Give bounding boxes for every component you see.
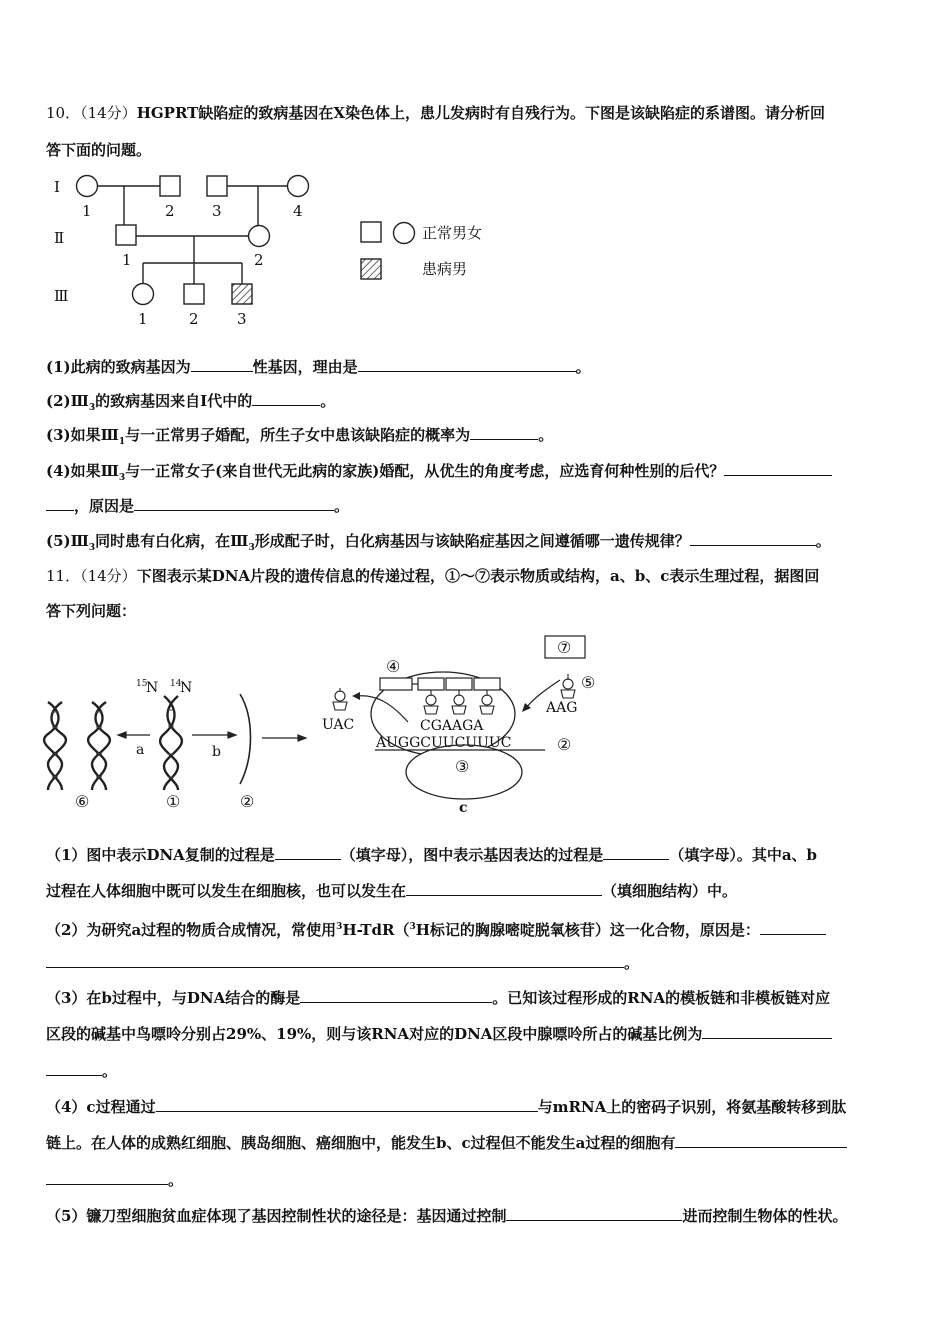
label-a: a (136, 742, 145, 758)
gen2-individual1-male (116, 225, 136, 245)
q10-part3: (3)如果$Ⅲ_1$与一正常男子婚配，所生子女中患该缺陷症的概率为 。 (46, 426, 554, 447)
q10-part4-line2: ，原因是 。 (46, 496, 349, 516)
q11-part2-line1: （2）为研究a过程的物质合成情况，常使用$^3$H-TdR（$^3$H标记的胸腺嘧啶脱氧核苷）这一化合物，原因是： (46, 917, 826, 940)
q11-part1-line1: （1）图中表示DNA复制的过程是 （填字母），图中表示基因表达的过程是 （填字母）。其中a、b (46, 846, 818, 864)
q10-part4-line1: (4)如果$Ⅲ_3$与一正常女子(来自世代无此病的家族)婚配，从优生的角度考虑，应选育何种性别的后代？ (46, 461, 832, 488)
q11-part4-blank1[interactable] (156, 1098, 538, 1112)
q11-part4-line3: 。 (46, 1170, 183, 1190)
gen3-label-3: 3 (237, 310, 247, 328)
label-15n-sup: 15 (136, 679, 148, 689)
q11-part2-blank-cont[interactable] (46, 954, 624, 968)
label-circle-7: ⑦ (557, 638, 572, 657)
legend-affected-male-symbol (361, 259, 381, 279)
label-b: b (212, 744, 221, 760)
label-circle-2-left: ② (240, 792, 255, 811)
gen1-individual1-female (77, 176, 98, 197)
q10-number: 10．（14分） (46, 104, 137, 122)
gen1-roman-label: Ⅰ (54, 178, 60, 196)
gen3-individual3-affected-male (232, 284, 252, 304)
q10-stem-text2: 答下面的问题。 (46, 141, 152, 159)
gen1-label-3: 3 (212, 202, 222, 220)
label-aag: AAG (546, 700, 578, 716)
q11-part1-line2: 过程在人体细胞中既可以发生在细胞核，也可以发生在 （填细胞结构）中。 (46, 882, 738, 900)
label-14n: N (180, 680, 193, 696)
q10-part4-blank1-cont[interactable] (46, 497, 74, 511)
gen3-label-2: 2 (189, 310, 199, 328)
gen1-individual2-male (160, 176, 180, 196)
label-circle-5: ⑤ (581, 673, 596, 692)
q11-part4-line1: （4）c过程通过 与mRNA上的密码子识别，将氨基酸转移到肽 (46, 1098, 847, 1116)
q10-part5: $(5)Ⅲ_3$同时患有白化病，在$Ⅲ_3$形成配子时，白化病基因与该缺陷症基因之间遵循哪一遗传规律？ 。 (46, 532, 831, 553)
q11-part2-line2: 。 (46, 953, 639, 973)
q11-stem-line2: 答下列问题： (46, 602, 137, 620)
gen1-label-4: 4 (293, 202, 303, 220)
q11-part4-blank2-cont[interactable] (46, 1171, 168, 1185)
gen3-roman-label: Ⅲ (54, 287, 69, 305)
q11-part1-blank1[interactable] (275, 846, 341, 860)
dna-transfer-diagram (40, 632, 620, 822)
legend-male-symbol (361, 222, 381, 242)
q11-part1-blank3[interactable] (406, 882, 602, 896)
legend-female-symbol (394, 223, 415, 244)
q11-part1-blank2[interactable] (603, 846, 669, 860)
q11-part5-blank[interactable] (506, 1207, 682, 1221)
legend-affected-label: 患病男 (422, 260, 468, 278)
q11-part3-blank2[interactable] (702, 1025, 832, 1039)
q10-part5-blank[interactable] (690, 532, 816, 546)
q11-part2-blank[interactable] (760, 921, 826, 935)
label-c: c (459, 800, 468, 816)
label-14n-sup: 14 (170, 679, 182, 689)
q11-part4-line2: 链上。在人体的成熟红细胞、胰岛细胞、癌细胞中，能发生b、c过程但不能发生a过程的细胞有 (46, 1133, 847, 1153)
gen3-label-1: 1 (138, 310, 148, 328)
trna-5 (561, 674, 575, 698)
q10-part1-blank1[interactable] (191, 358, 253, 372)
q10-part2-blank[interactable] (252, 392, 320, 406)
gen2-label-1: 1 (122, 251, 132, 269)
label-circle-3: ③ (455, 757, 470, 776)
q11-stem-line1: 11．（14分）下图表示某DNA片段的遗传信息的传递过程，①～⑦表示物质或结构，a、b、c表示生理过程，据图回 (46, 567, 820, 585)
trna-leaving (333, 688, 347, 710)
q10-part1-blank2[interactable] (358, 358, 576, 372)
q11-part3-blank1[interactable] (300, 989, 492, 1003)
gen2-label-2: 2 (254, 251, 264, 269)
q11-part3-line3: 。 (46, 1061, 117, 1081)
mrna-strand (240, 694, 251, 784)
gen1-label-1: 1 (82, 202, 92, 220)
gen3-individual2-male (184, 284, 204, 304)
label-circle-2-right: ② (557, 735, 572, 754)
label-circle-4: ④ (386, 657, 401, 676)
gen2-individual2-female (249, 226, 270, 247)
amino-acid-chain-4 (380, 678, 412, 690)
gen1-individual3-male (207, 176, 227, 196)
label-cgaaga: CGAAGA (420, 718, 484, 734)
q10-part2: $(2)Ⅲ_3$的致病基因来自Ⅰ代中的 。 (46, 392, 336, 413)
q11-part3-blank2-cont[interactable] (46, 1062, 102, 1076)
q10-stem-line1 (46, 103, 825, 123)
gen1-label-2: 2 (165, 202, 175, 220)
q11-part4-blank2[interactable] (675, 1134, 847, 1148)
q10-part1: (1)此病的致病基因为 性基因，理由是 。 (46, 358, 591, 376)
gen3-individual1-female (133, 284, 154, 305)
label-15n: N (146, 680, 159, 696)
q10-part4-blank2[interactable] (134, 497, 334, 511)
q10-part3-blank[interactable] (470, 426, 538, 440)
pedigree-chart (44, 170, 564, 330)
label-mrna-sequence: AUGGCUUCUUUC (376, 735, 512, 751)
label-circle-6: ⑥ (75, 792, 90, 811)
gen1-individual4-female (288, 176, 309, 197)
q10-stem-text1: HGPRT缺陷症的致病基因在X染色体上，患儿发病时有自残行为。下图是该缺陷症的系谱图。请分析回 (136, 104, 825, 122)
q11-part3-line2: 区段的碱基中鸟嘌呤分别占29%、19%，则与该RNA对应的DNA区段中腺嘌呤所占的碱基比例为 (46, 1024, 832, 1044)
q10-stem-line2 (46, 140, 151, 160)
q11-number: 11．（14分） (46, 567, 137, 585)
label-circle-1: ① (166, 792, 181, 811)
q11-part3-line1: （3）在b过程中，与DNA结合的酶是 。已知该过程形成的RNA的模板链和非模板链对应 (46, 989, 831, 1007)
q10-part4-blank1[interactable] (724, 462, 832, 476)
legend-normal-label: 正常男女 (422, 224, 483, 242)
gen2-roman-label: Ⅱ (54, 229, 65, 247)
label-uac: UAC (322, 717, 355, 733)
q11-part5: （5）镰刀型细胞贫血症体现了基因控制性状的途径是：基因通过控制 进而控制生物体的性状。 (46, 1207, 848, 1225)
